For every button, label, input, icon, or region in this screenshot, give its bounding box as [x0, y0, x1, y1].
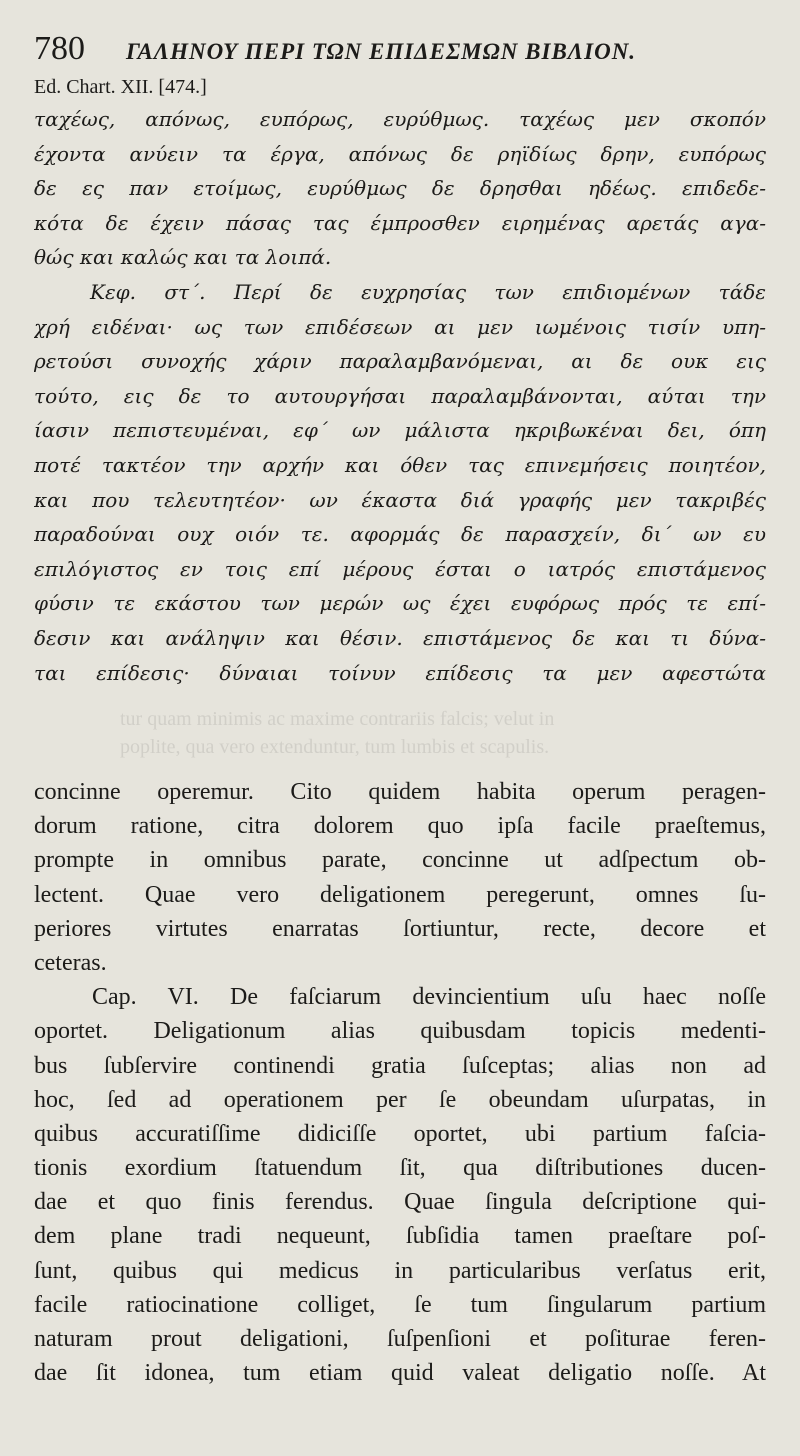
page-number: 780 — [34, 30, 85, 67]
latin-line: dae ſit idonea, tum etiam quid valeat deligatio noſſe. At — [34, 1360, 766, 1387]
latin-line: prompte in omnibus parate, concinne ut adſpectum ob- — [34, 847, 766, 874]
greek-line: παραδούναι ουχ οιόν τε. αφορμάς δε παρασχείν, δι΄ ων ευ — [34, 522, 766, 547]
greek-line: χρή ειδέναι· ως των επιδέσεων αι μεν ιωμένοις τισίν υπη- — [34, 314, 766, 339]
greek-line: ταχέως, απόνως, ευπόρως, ευρύθμως. ταχέως μεν σκοπόν — [34, 107, 766, 131]
greek-line: τούτο, εις δε το αυτουργήσαι παραλαμβάνονται, αύται την — [34, 383, 766, 408]
greek-line: Κεφ. στ΄. Περί δε ευχρησίας των επιδιομένων τάδε — [90, 279, 766, 304]
latin-line: oportet. Deligationum alias quibusdam topicis medenti- — [34, 1018, 766, 1045]
latin-text — [34, 775, 766, 1390]
greek-line: φύσιν τε εκάστου των μερών ως έχει ευφόρως πρός τε επί- — [34, 591, 766, 616]
latin-line: quibus accuratiſſime didiciſſe oportet, ubi partium faſcia- — [34, 1120, 766, 1147]
latin-line: bus ſubſervire continendi gratia ſuſceptas; alias non ad — [34, 1052, 766, 1079]
latin-line: naturam prout deligationi, ſuſpenſioni et poſiturae feren- — [34, 1326, 766, 1352]
running-title: ΓΑΛΗΝΟΥ ΠΕΡΙ ΤΩΝ ΕΠΙΔΕΣΜΩΝ ΒΙΒΛΙΟΝ. — [126, 39, 637, 64]
greek-line: ρετούσι συνοχής χάριν παραλαμβανόμεναι, αι δε ουκ εις — [34, 349, 766, 374]
greek-line: έχοντα ανύειν τα έργα, απόνως δε ρηϊδίως δρην, ευπόρως — [34, 141, 766, 166]
greek-line: δεσιν και ανάληψιν και θέσιν. επιστάμενος δε και τι δύνα- — [34, 625, 766, 650]
latin-line: concinne operemur. Cito quidem habita operum peragen- — [34, 779, 766, 805]
greek-text — [34, 102, 766, 690]
bleed-through-line: poplite, qua vero extenduntur, tum lumbis et scapulis. — [120, 736, 550, 758]
latin-line: ſunt, quibus qui medicus in particularibus verſatus erit, — [34, 1257, 766, 1284]
latin-line: tionis exordium ſtatuendum ſit, qua diſtributiones ducen- — [34, 1155, 766, 1182]
latin-line: hoc, ſed ad operationem per ſe obeundam uſurpatas, in — [34, 1086, 766, 1113]
latin-line: dem plane tradi nequeunt, ſubſidia tamen praeſtare poſ- — [34, 1223, 766, 1250]
greek-line: δε ες παν ετοίμως, ευρύθμως δε δρησθαι ηδέως. επιδεδε- — [34, 176, 766, 201]
latin-line: periores virtutes enarratas ſortiuntur, recte, decore et — [34, 915, 766, 942]
greek-line: ται επίδεσις· δύναιαι τοίνυν επίδεσις τα μεν αφεστώτα — [34, 660, 766, 685]
greek-line: θώς και καλώς και τα λοιπά. — [34, 245, 332, 270]
bleed-through-line: tur quam minimis ac maxime contrariis falcis; velut in — [120, 708, 555, 730]
greek-line: κότα δε έχειν πάσας τας έμπροσθεν ειρημένας αρετάς αγα- — [34, 210, 766, 235]
greek-line: ποτέ τακτέον την αρχήν και όθεν τας επινεμήσεις ποιητέον, — [34, 452, 766, 477]
edition-reference: Ed. Chart. XII. [474.] — [34, 76, 207, 98]
greek-line: ίασιν πεπιστευμέναι, εφ΄ ων μάλιστα ηκριβωκέναι δει, όπη — [34, 418, 766, 443]
latin-line: Cap. VI. De faſciarum devincientium uſu haec noſſe — [92, 984, 766, 1011]
latin-line: dorum ratione, citra dolorem quo ipſa facile praeſtemus, — [34, 813, 766, 840]
latin-line: facile ratiocinatione colliget, ſe tum ſingularum partium — [34, 1291, 766, 1318]
latin-line: lectent. Quae vero deligationem peregerunt, omnes ſu- — [34, 881, 766, 908]
page-header — [34, 30, 766, 74]
greek-line: επιλόγιστος εν τοις επί μέρους έσται ο ιατρός επιστάμενος — [34, 556, 766, 581]
bleed-through-text — [120, 705, 760, 765]
latin-line: ceteras. — [34, 949, 107, 976]
latin-line: dae et quo finis ferendus. Quae ſingula deſcriptione qui- — [34, 1189, 766, 1216]
greek-line: και που τελευτητέον· ων έκαστα διά γραφής μεν τακριβές — [34, 487, 766, 512]
